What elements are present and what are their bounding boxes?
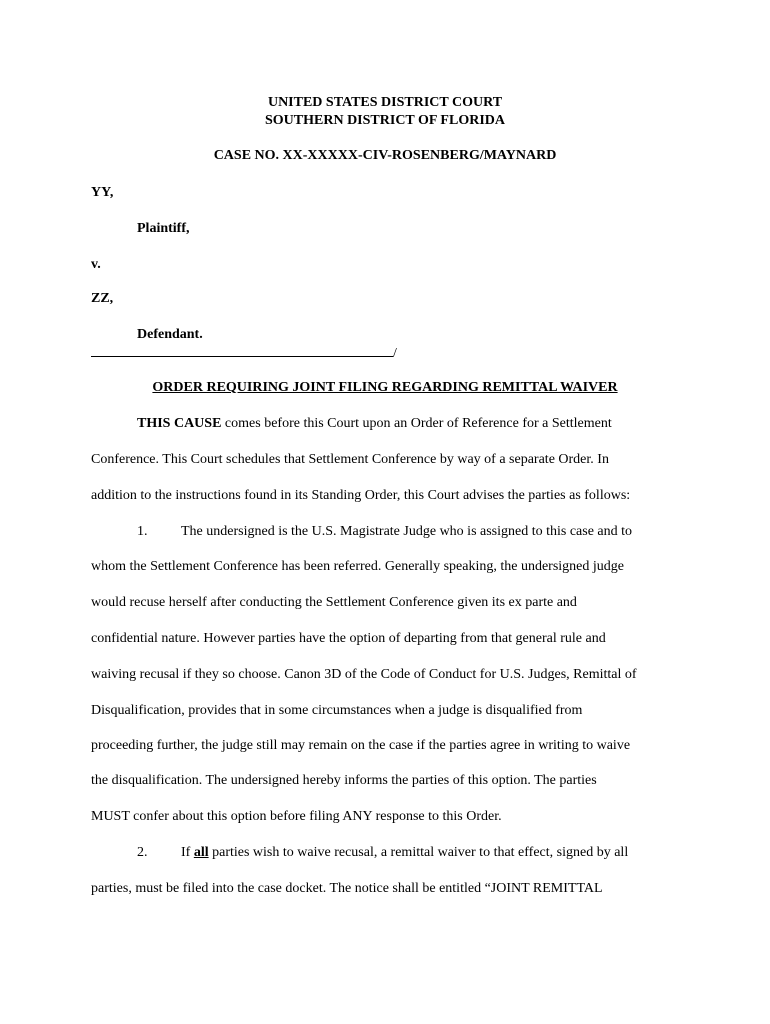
paragraph-1-line-3: would recuse herself after conducting the Settlement Conference given its ex parte and [91,595,577,610]
intro-line-1-text: comes before this Court upon an Order of Reference for a Settlement [221,416,612,431]
court-name-line-2: SOUTHERN DISTRICT OF FLORIDA [265,113,505,128]
paragraph-2-line-1-pre: If [181,845,194,860]
order-title: ORDER REQUIRING JOINT FILING REGARDING REMITTAL WAIVER [152,380,618,395]
paragraph-1-number: 1. [137,524,148,539]
caption-rule [91,342,397,363]
paragraph-1-line-5: waiving recusal if they so choose. Canon 3D of the Code of Conduct for U.S. Judges, Remittal of [91,667,637,682]
court-name-line-1: UNITED STATES DISTRICT COURT [267,95,503,110]
paragraph-2-line-2: parties, must be filed into the case docket. The notice shall be entitled “JOINT REMITTAL [91,881,603,896]
paragraph-2-line-1-post: parties wish to waive recusal, a remittal waiver to that effect, signed by all [208,845,629,860]
plaintiff-name: YY, [91,185,114,200]
paragraph-1-line-4: confidential nature. However parties have the option of departing from that general rule and [91,631,606,646]
paragraph-1-line-8: the disqualification. The undersigned hereby informs the parties of this option. The parties [91,773,597,788]
caption-rule-line [91,342,393,357]
intro-line-1 [137,415,612,433]
paragraph-2-line-1 [181,844,628,862]
intro-line-2: Conference. This Court schedules that Settlement Conference by way of a separate Order. In [91,452,609,467]
caption-rule-slash: / [393,346,397,361]
case-number: CASE NO. XX-XXXXX-CIV-ROSENBERG/MAYNARD [213,148,557,163]
paragraph-1-line-6: Disqualification, provides that in some circumstances when a judge is disqualified from [91,703,583,718]
defendant-label: Defendant. [137,327,203,342]
versus-label: v. [91,257,101,272]
paragraph-2-number: 2. [137,845,148,860]
intro-line-3: addition to the instructions found in its Standing Order, this Court advises the parties as follows: [91,488,631,503]
plaintiff-label: Plaintiff, [137,221,190,236]
paragraph-2-emphasis: all [193,845,209,860]
paragraph-1-line-9: MUST confer about this option before filing ANY response to this Order. [91,809,502,824]
intro-lead: THIS CAUSE [137,416,222,431]
paragraph-1-line-1: The undersigned is the U.S. Magistrate Judge who is assigned to this case and to [181,524,633,539]
defendant-name: ZZ, [91,291,114,306]
paragraph-1-line-7: proceeding further, the judge still may remain on the case if the parties agree in writing to waive [91,738,631,753]
paragraph-1-line-2: whom the Settlement Conference has been referred. Generally speaking, the undersigned judge [91,559,624,574]
